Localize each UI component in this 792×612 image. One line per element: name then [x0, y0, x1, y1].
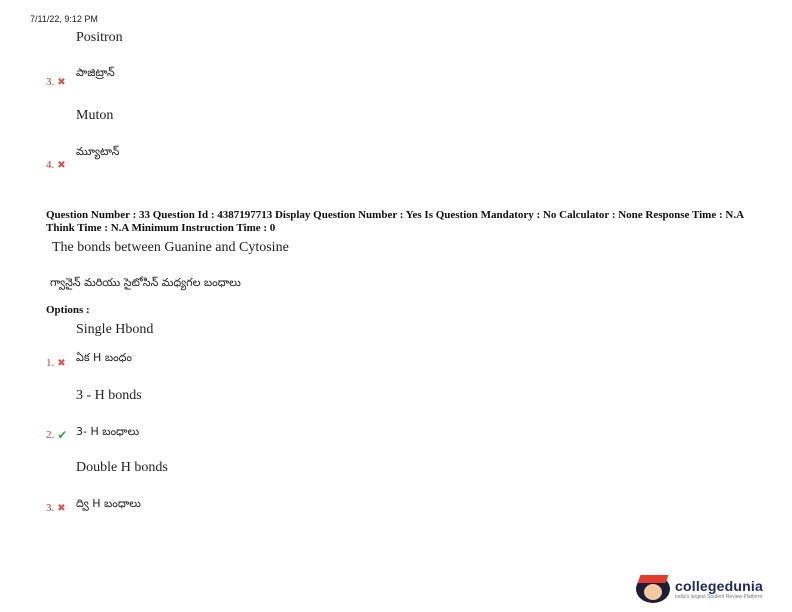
option-number: 4. — [46, 159, 55, 171]
cross-icon: ✖ — [57, 357, 66, 369]
logo-tagline: India's largest Student Review Platform — [675, 594, 763, 600]
question-text-english: The bonds between Guanine and Cytosine — [52, 240, 289, 255]
option-4-english: Muton — [76, 108, 114, 123]
q-option-3-number — [46, 502, 66, 514]
q-option-2-number — [46, 428, 67, 442]
q-option-2-telugu: 3- H బంధాలు — [76, 425, 140, 438]
print-timestamp: 7/11/22, 9:12 PM — [30, 14, 98, 24]
cross-icon: ✖ — [57, 159, 66, 171]
q-option-2-english: 3 - H bonds — [76, 388, 142, 403]
option-3-telugu: పాజిట్రాన్ — [76, 66, 115, 79]
collegedunia-logo — [636, 575, 763, 603]
option-3-english: Positron — [76, 30, 123, 45]
option-4-number — [46, 159, 66, 171]
option-number: 3. — [46, 502, 55, 514]
q-option-3-english: Double H bonds — [76, 460, 168, 475]
option-number: 2. — [46, 429, 55, 441]
logo-name: collegedunia — [675, 578, 763, 594]
check-icon: ✔ — [57, 428, 68, 442]
cross-icon: ✖ — [57, 502, 66, 514]
mascot-icon — [636, 575, 670, 603]
q-option-1-english: Single Hbond — [76, 322, 154, 337]
option-number: 1. — [46, 357, 55, 369]
cross-icon: ✖ — [57, 76, 66, 88]
question-text-telugu: గ్వానైన్ మరియు సైటోసిన్ మధ్యగల బంధాలు — [50, 276, 241, 289]
q-option-1-telugu: ఏక H బంధం — [76, 351, 132, 364]
q-option-1-number — [46, 357, 66, 369]
option-4-telugu: మ్యూటాన్ — [76, 145, 120, 158]
question-meta: Question Number : 33 Question Id : 4387197713 Display Question Number : Yes Is Question Mandatory : No Calculator : None Response Time : N.A Think Time : N.A Minimum Instruction Time : 0 — [46, 209, 744, 234]
option-number: 3. — [46, 76, 55, 88]
options-label: Options : — [46, 304, 90, 316]
q-option-3-telugu: ద్వి H బంధాలు — [76, 497, 141, 510]
option-3-number — [46, 76, 66, 88]
